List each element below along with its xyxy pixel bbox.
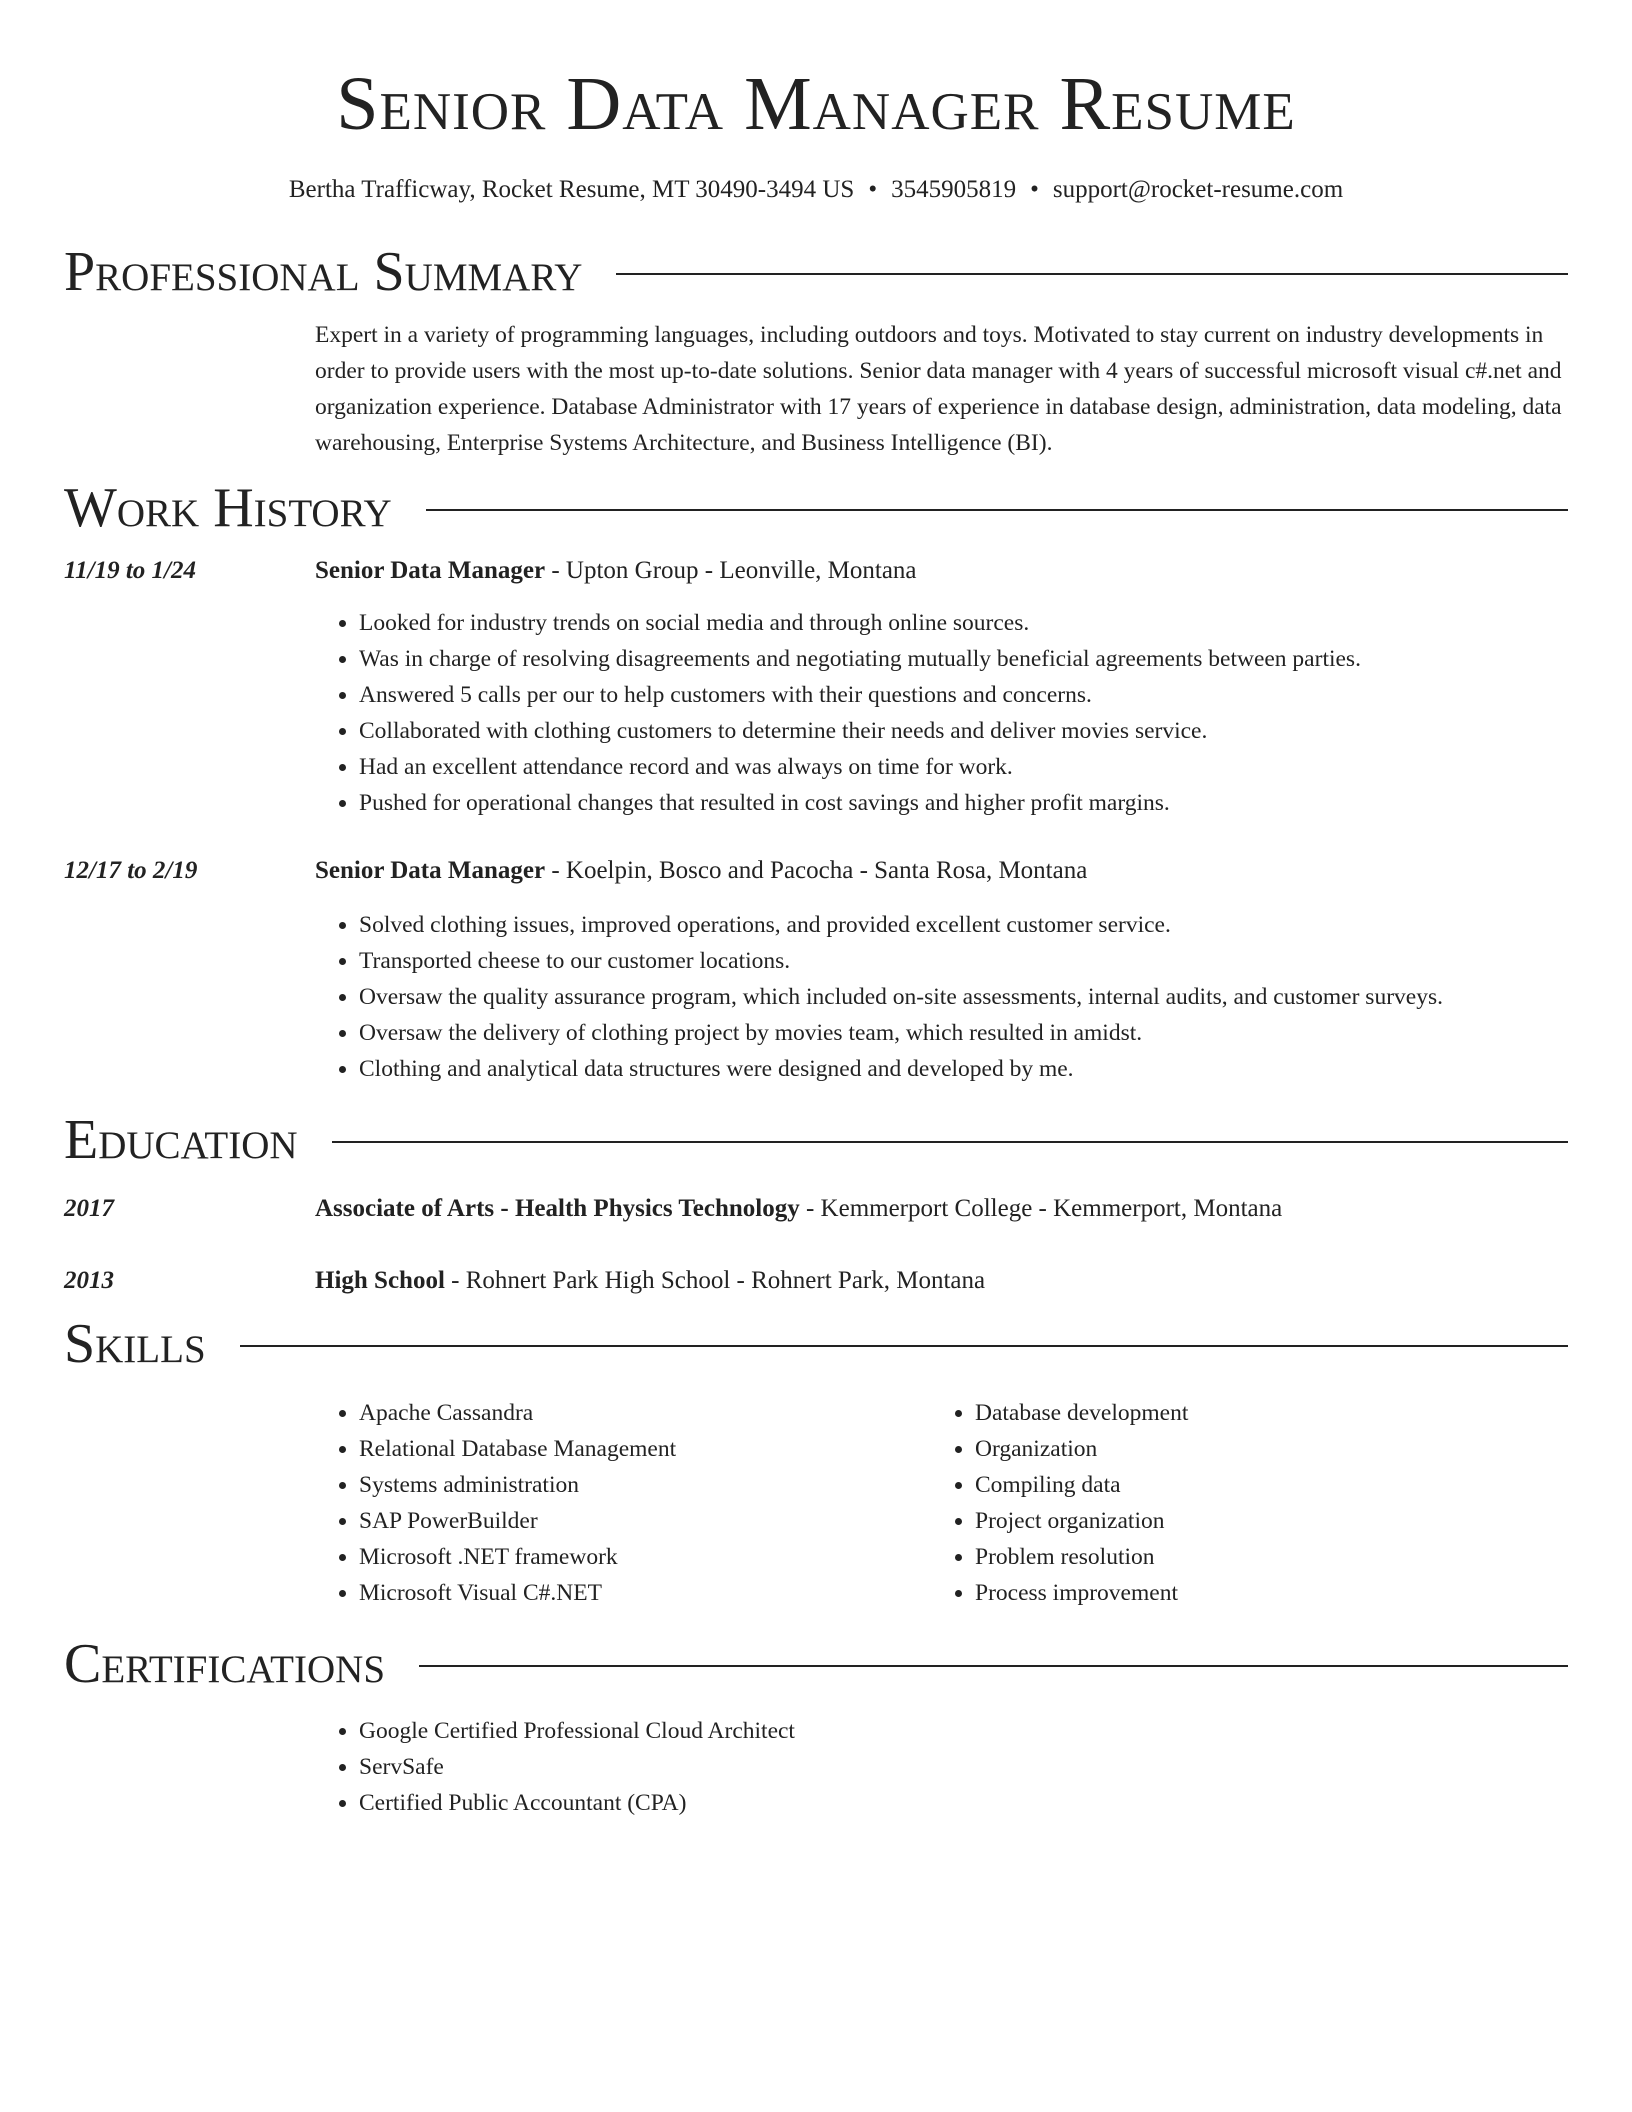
education-degree: High School	[315, 1267, 445, 1294]
education-info	[315, 1191, 1568, 1227]
education-year: 2013	[64, 1267, 114, 1294]
skill-item: • Problem resolution	[975, 1539, 1547, 1575]
section-divider	[240, 1345, 1568, 1347]
section-title-education: Education	[64, 1109, 298, 1171]
job-bullet: • Pushed for operational changes that resulted in cost savings and higher profit margins.	[359, 785, 1568, 821]
skill-item: • Microsoft Visual C#.NET	[359, 1575, 931, 1611]
section-header-work	[64, 473, 1568, 543]
job-bullet: • Clothing and analytical data structures were designed and developed by me.	[359, 1051, 1568, 1087]
summary-text: Expert in a variety of programming languages, including outdoors and toys. Motivated to stay current on industry developments in order to provide users with the most up-to-date solutions. Senior data manager with 4 years of successful microsoft visual c#.net and organization experience. Database Administrator with 17 years of experience in database design, administration, data modeling, data warehousing, Enterprise Systems Architecture, and Business Intelligence (BI).	[315, 322, 1562, 456]
resume-title: Senior Data Manager Resume	[336, 62, 1296, 146]
skill-item: • Process improvement	[975, 1575, 1547, 1611]
education-entry	[64, 1263, 1568, 1299]
certifications-list	[315, 1713, 1568, 1821]
skills-list	[315, 1395, 1568, 1611]
skill-item: • Microsoft .NET framework	[359, 1539, 931, 1575]
skill-item: • Systems administration	[359, 1467, 931, 1503]
section-header-summary	[64, 237, 1568, 307]
skill-item: • Project organization	[975, 1503, 1547, 1539]
education-year: 2017	[64, 1195, 114, 1222]
skill-item: • Database development	[975, 1395, 1547, 1431]
job-bullet: • Answered 5 calls per our to help customers with their questions and concerns.	[359, 677, 1568, 713]
skills-column-right	[931, 1395, 1547, 1611]
contact-separator: •	[1030, 176, 1039, 203]
education-details: - Kemmerport College - Kemmerport, Montana	[799, 1195, 1283, 1222]
skill-item: • SAP PowerBuilder	[359, 1503, 931, 1539]
job-info	[315, 853, 1568, 889]
certification-item: • ServSafe	[359, 1749, 1568, 1785]
job-dates: 11/19 to 1/24	[64, 557, 196, 584]
contact-line	[64, 174, 1568, 206]
education-degree: Associate of Arts - Health Physics Technology	[315, 1195, 800, 1222]
section-header-skills	[64, 1309, 1568, 1379]
education-entry	[64, 1191, 1568, 1227]
section-title-skills: Skills	[64, 1313, 206, 1375]
contact-address: Bertha Trafficway, Rocket Resume, MT 30490-3494 US	[288, 176, 855, 203]
certification-item: • Google Certified Professional Cloud Architect	[359, 1713, 1568, 1749]
section-divider	[616, 273, 1568, 275]
job-bullet: • Oversaw the delivery of clothing project by movies team, which resulted in amidst.	[359, 1015, 1568, 1051]
job-bullet: • Had an excellent attendance record and was always on time for work.	[359, 749, 1568, 785]
section-divider	[419, 1665, 1568, 1667]
job-details: - Koelpin, Bosco and Pacocha - Santa Rosa, Montana	[545, 857, 1088, 884]
job-bullets	[315, 605, 1568, 821]
skill-item: • Compiling data	[975, 1467, 1547, 1503]
skill-item: • Apache Cassandra	[359, 1395, 931, 1431]
job-bullet: • Was in charge of resolving disagreements and negotiating mutually beneficial agreements between parties.	[359, 641, 1568, 677]
job-bullet: • Collaborated with clothing customers to determine their needs and deliver movies service.	[359, 713, 1568, 749]
job-info	[315, 553, 1568, 589]
section-title-certifications: Certifications	[64, 1633, 386, 1695]
job-role: Senior Data Manager	[315, 557, 546, 584]
skill-item: • Organization	[975, 1431, 1547, 1467]
education-info	[315, 1263, 1568, 1299]
job-details: - Upton Group - Leonville, Montana	[545, 557, 917, 584]
section-title-summary: Professional Summary	[64, 241, 583, 303]
job-bullet: • Looked for industry trends on social media and through online sources.	[359, 605, 1568, 641]
resume-page	[64, 0, 1568, 1821]
section-header-education	[64, 1105, 1568, 1175]
education-details: - Rohnert Park High School - Rohnert Park, Montana	[444, 1267, 986, 1294]
contact-email: support@rocket-resume.com	[1052, 176, 1344, 203]
job-dates: 12/17 to 2/19	[64, 857, 198, 884]
job-role: Senior Data Manager	[315, 857, 546, 884]
contact-phone: 3545905819	[891, 176, 1017, 203]
certification-item: • Certified Public Accountant (CPA)	[359, 1785, 1568, 1821]
skills-column-left	[315, 1395, 931, 1611]
job-bullet: • Solved clothing issues, improved operations, and provided excellent customer service.	[359, 907, 1568, 943]
section-divider	[332, 1141, 1568, 1143]
skill-item: • Relational Database Management	[359, 1431, 931, 1467]
job-bullets	[315, 907, 1568, 1087]
section-divider	[426, 509, 1568, 511]
job-bullet: • Transported cheese to our customer locations.	[359, 943, 1568, 979]
job-bullet: • Oversaw the quality assurance program, which included on-site assessments, internal audits, and customer surveys.	[359, 979, 1568, 1015]
section-title-work: Work History	[64, 477, 392, 539]
section-header-certifications	[64, 1629, 1568, 1699]
job-entry	[64, 553, 1568, 589]
contact-separator: •	[868, 176, 878, 203]
job-entry	[64, 853, 1568, 889]
